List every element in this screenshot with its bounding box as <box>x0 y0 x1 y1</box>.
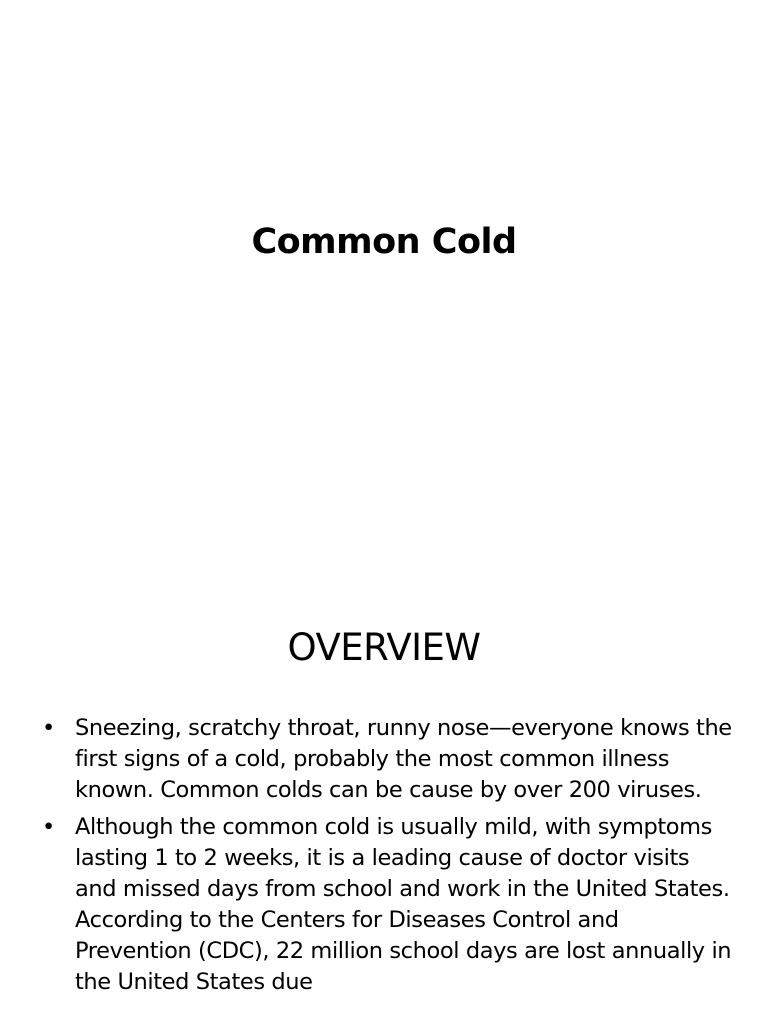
bullet-text: Sneezing, scratchy throat, runny nose—everyone knows the first signs of a cold, probably the most common illness known. Common colds can be cause by over 200 viruses. <box>75 715 732 803</box>
bullet-dot-icon: • <box>42 814 55 840</box>
bullet-item <box>42 713 732 806</box>
overview-heading: OVERVIEW <box>287 626 481 669</box>
bullet-dot-icon: • <box>42 715 55 741</box>
overview-bullet-list <box>42 713 732 1004</box>
bullet-text: Although the common cold is usually mild, with symptoms lasting 1 to 2 weeks, it is a leading cause of doctor visits and missed days from school and work in the United States. According to the Centers for Diseases Control and Prevention (CDC), 22 million school days are lost annually in the United States due <box>75 814 732 995</box>
bullet-item <box>42 812 732 998</box>
slide-overview <box>0 576 768 1024</box>
slide-title-heading: Common Cold <box>251 222 517 262</box>
